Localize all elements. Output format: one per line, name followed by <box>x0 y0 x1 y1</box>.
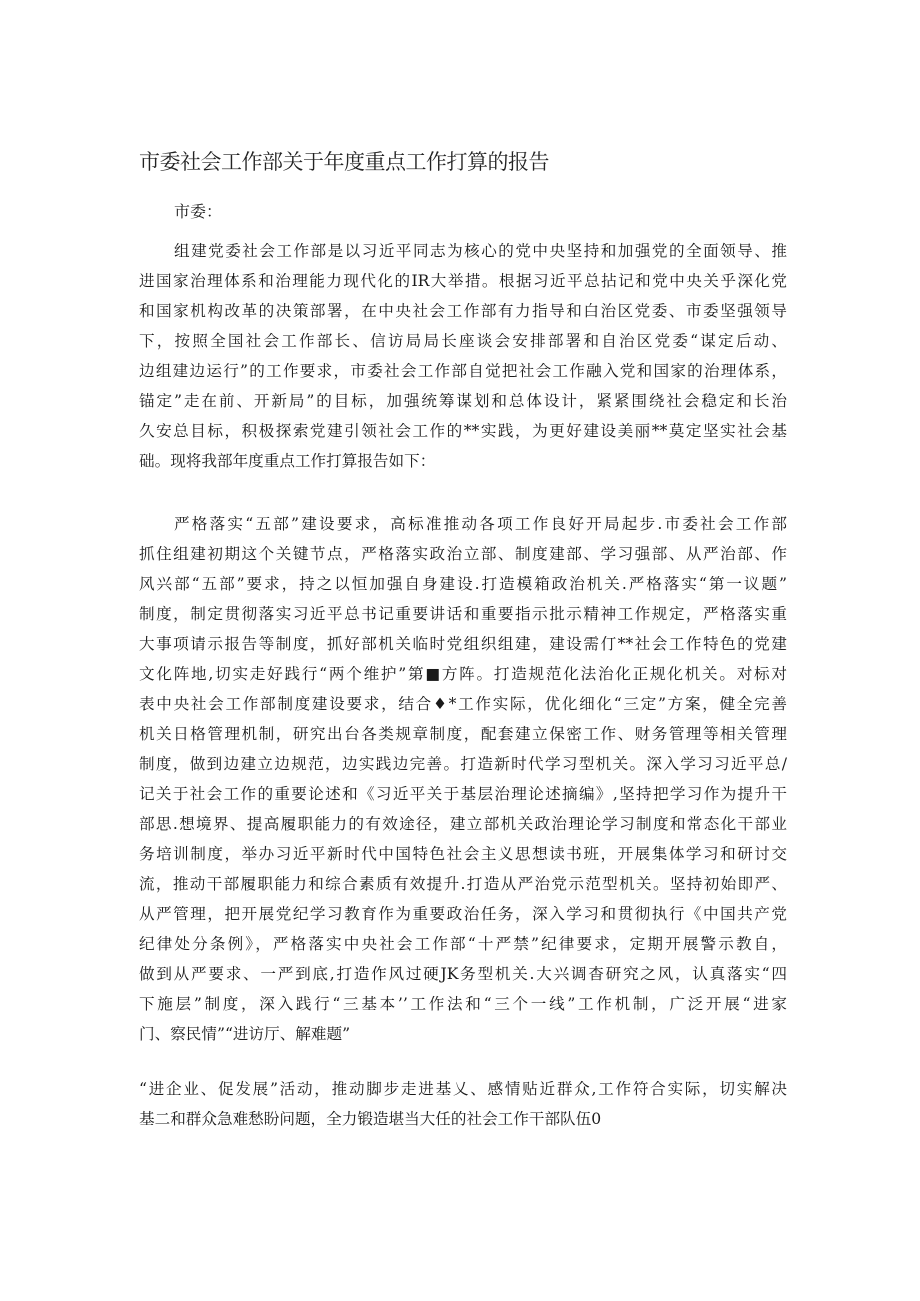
text-line: 从严管理，把开展党纪学习教育作为重要政治任务，深入学习和贯彻执行《中国共产党 <box>139 905 787 923</box>
paragraph-intro <box>139 236 787 476</box>
text-line: 记关于社会工作的重要论述和《习近平关于基层治理论述摘编》,坚持把学习作为提升干 <box>139 785 787 803</box>
text-line: 和国家机构改革的决策部署，在中央社会工作部有力指导和白治区党委、市委坚强领导 <box>139 302 787 320</box>
text-line: “进企业、促发展”活动，推动脚步走进基乂、感情贴近群众,工作符合实际，切实解决 <box>139 1080 787 1098</box>
text-line: 做到从严要求、一严到底,打造作风过硬JK务型机关.大兴调杳研究之风，认真落实“四 <box>139 965 787 983</box>
text-line: 大事项请示报告等制度，抓好部机关临时党组织组建，建设需仃**社会工作特色的党建 <box>139 635 787 653</box>
salutation: 市委： <box>174 202 223 221</box>
text-line: 流，推动干部履职能力和综合素质有效提升.打造从严治党示范型机关。坚持初始即严、 <box>139 875 787 893</box>
text-line: 进国家治理体系和治理能力现代化的IR大举措。根据习近平总拈记和党中央关乎深化党 <box>139 272 787 290</box>
text-line: 下施层”制度，深入践行“三基本’’工作法和“三个一线”工作机制，广泛开展“进家 <box>139 995 787 1013</box>
document-title: 市委社会工作部关于年度重点工作打算的报告 <box>139 150 549 174</box>
text-line: 文化阵地,切实走好践行“两个维护”第■方阵。打造规范化法治化正规化机关。对标对 <box>139 665 787 683</box>
text-line: 纪律处分条例》，严格落实中央社会工作部“十严禁”纪律要求，定期开展警示教自， <box>139 935 787 953</box>
text-line: 务培训制度，举办习近平新时代中国特色社会主义思想读书班，开展集体学习和研讨交 <box>139 845 787 863</box>
paragraph-five-departments <box>139 509 787 1049</box>
text-line: 部思.想境界、提高履职能力的有效途径，建立部机关政治理论学习制度和常态化干部业 <box>139 815 787 833</box>
text-line: 表中央社会工作部制度建设要求，结合♦*工作实际，优化细化“三定”方案，健全完善 <box>139 695 787 713</box>
text-line: 制度，制定贯彻落实习近平总书记重要讲话和重要指示批示精神工作规定，严格落实重 <box>139 605 787 623</box>
paragraph-closing <box>139 1074 787 1134</box>
text-line: 锚定”走在前、开新局”的目标，加强统筹谋划和总体设计，紧紧围绕社会稳定和长治 <box>139 392 787 410</box>
text-line: 础。现将我部年度重点工作打算报告如下： <box>139 452 436 470</box>
text-line: 久安总目标，积极探索党建引领社会工作的**实践，为更好建设美丽**莫定坚实社会基 <box>139 422 787 440</box>
text-line: 机关日格管理机制，研究出台各类规章制度，配套建立保密工作、财务管理等相关管理 <box>139 725 787 743</box>
text-line: 下，按照全国社会工作部长、信访局局长座谈会安排部署和自治区党委“谋定后动、 <box>139 332 787 350</box>
text-line: 抓住组建初期这个关键节点，严格落实政治立部、制度建部、学习强部、从严治部、作 <box>139 545 787 563</box>
text-line: 组建党委社会工作部是以习近平同志为核心的党中央坚持和加强党的全面领导、推 <box>174 242 787 260</box>
text-line: 基二和群众急难愁盼问题，全力锻造堪当大任的社会工作干部队伍0 <box>139 1110 602 1128</box>
text-line: 风兴部“五部”要求，持之以恒加强自身建设.打造模箱政治机关.严格落实“第一议题” <box>139 575 787 593</box>
text-line: 严格落实“五部”建设要求，高标准推动各项工作良好开局起步.市委社会工作部 <box>174 515 787 533</box>
text-line: 门、察民情”“进访厅、解难题” <box>139 1025 351 1043</box>
text-line: 制度，做到边建立边规范，边实践边完善。打造新时代学习型机关。深入学习习近平总/ <box>139 755 787 773</box>
text-line: 边组建边运行”的工作要求，市委社会工作部自觉把社会工作融入党和国家的治理体系， <box>139 362 787 380</box>
